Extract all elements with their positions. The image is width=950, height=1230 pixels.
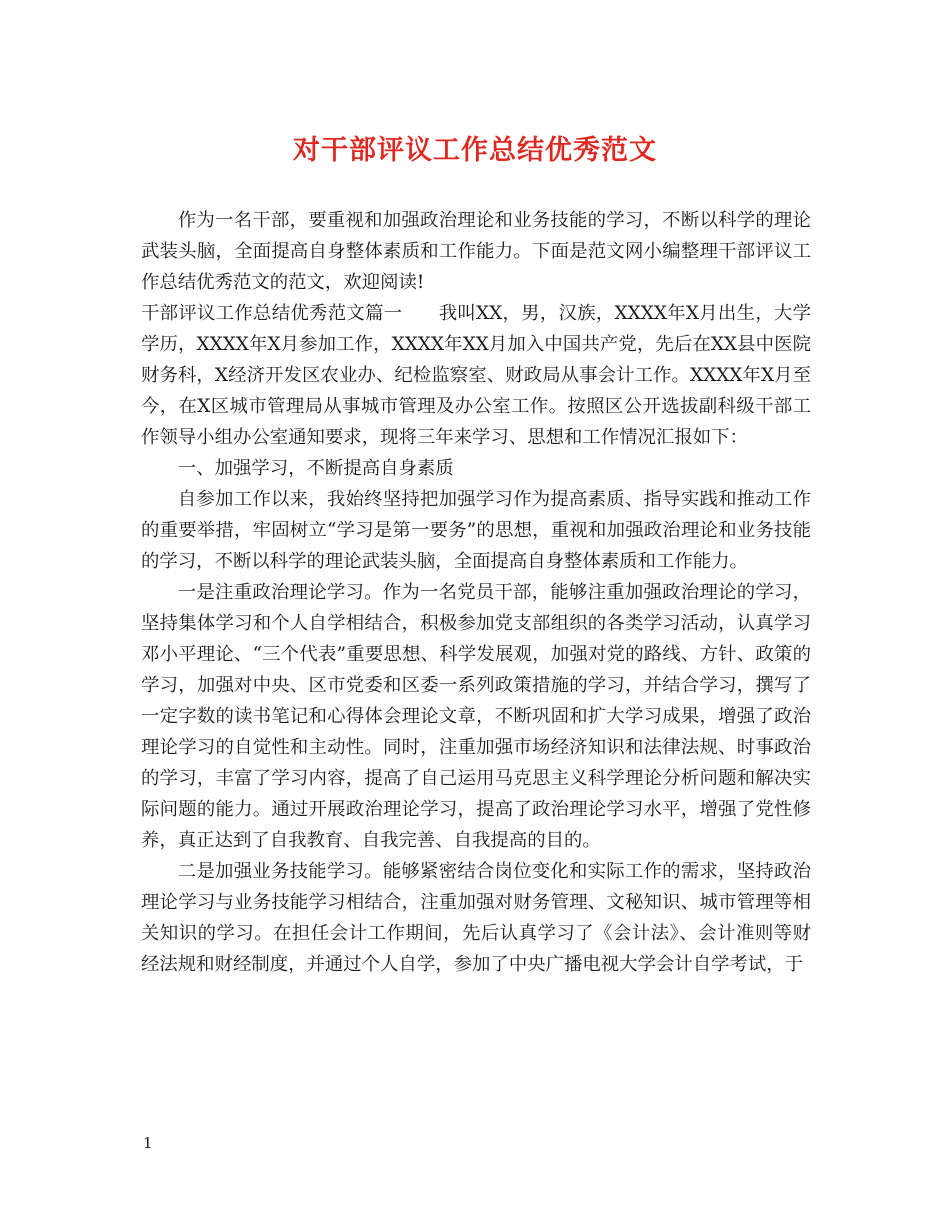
section-label: 干部评议工作总结优秀范文篇一 [141, 303, 403, 324]
paragraph-two: 一是注重政治理论学习。作为一名党员干部，能够注重加强政治理论的学习，坚持集体学习和个人自学相结合，积极参加党支部组织的各类学习活动，认真学习邓小平理论、“三个代表”重要思想、科学发展观，加强对党的路线、方针、政策的学习，加强对中央、区市党委和区委一系列政策措施的学习，并结合学习，撰写了一定字数的读书笔记和心得体会理论文章，不断巩固和扩大学习成果，增强了政治理论学习的自觉性和主动性。同时，注重加强市场经济知识和法律法规、时事政治的学习，丰富了学习内容，提高了自己运用马克思主义科学理论分析问题和解决实际问题的能力。通过开展政治理论学习，提高了政治理论学习水平，增强了党性修养，真正达到了自我教育、自我完善、自我提高的目的。 [141, 582, 811, 851]
section-paragraph [141, 298, 811, 453]
section-text: 我叫XX，男，汉族，XXXX年X月出生，大学学历，XXXX年X月参加工作，XXXX年XX月加入中国共产党，先后在XX县中医院财务科，X经济开发区农业办、纪检监察室、财政局从事会计工作。XXXX年X月至今，在X区城市管理局从事城市管理及办公室工作。按照区公开选拔副科级干部工作领导小组办公室通知要求，现将三年来学习、思想和工作情况汇报如下： [141, 303, 811, 448]
paragraph-three: 二是加强业务技能学习。能够紧密结合岗位变化和实际工作的需求，坚持政治理论学习与业务技能学习相结合，注重加强对财务管理、文秘知识、城市管理等相关知识的学习。在担任会计工作期间，先后认真学习了《会计法》、会计准则等财经法规和财经制度，并通过个人自学，参加了中央广播电视大学会计自学考试，于 [141, 861, 811, 975]
paragraph-one: 自参加工作以来，我始终坚持把加强学习作为提高素质、指导实践和推动工作的重要举措，牢固树立“学习是第一要务”的思想，重视和加强政治理论和业务技能的学习，不断以科学的理论武装头脑，全面提高自身整体素质和工作能力。 [141, 489, 811, 572]
intro-paragraph: 作为一名干部，要重视和加强政治理论和业务技能的学习，不断以科学的理论武装头脑，全面提高自身整体素质和工作能力。下面是范文网小编整理干部评议工作总结优秀范文的范文，欢迎阅读! [141, 210, 811, 293]
document-body [141, 205, 811, 980]
page-number: 1 [143, 1134, 153, 1152]
heading-one: 一、加强学习，不断提高自身素质 [177, 458, 454, 479]
document-title: 对干部评议工作总结优秀范文 [293, 135, 657, 166]
